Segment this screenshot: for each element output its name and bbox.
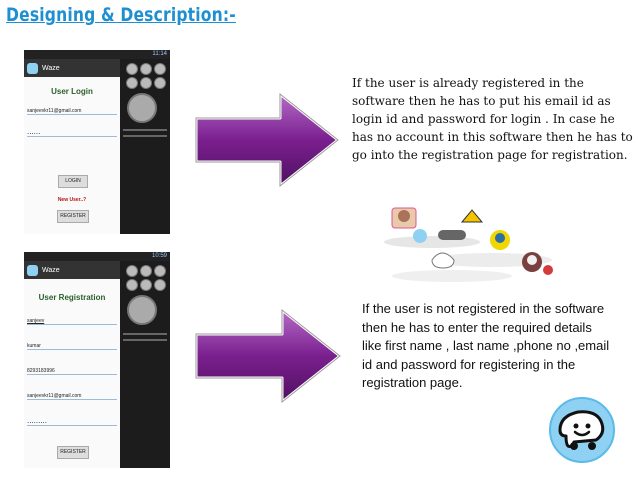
emulator-text-line (123, 339, 167, 341)
emulator-button-icon[interactable] (154, 279, 166, 291)
waze-app-icon (27, 63, 38, 74)
login-description: If the user is already registered in the software then he has to put his email id as login id and password for login . In case he has no account in this software then he has to go into the registration page for registration. (352, 76, 633, 162)
emulator-controls (120, 261, 170, 468)
waze-logo-icon (548, 396, 616, 464)
emulator-button-icon[interactable] (126, 77, 138, 89)
app-bar (24, 59, 120, 77)
dpad-icon[interactable] (127, 295, 157, 325)
emulator-text-line (123, 333, 167, 335)
password-field[interactable]: ......... (27, 416, 117, 426)
registration-heading: User Registration (38, 293, 106, 302)
waze-app-icon (27, 265, 38, 276)
emulator-button-icon[interactable] (126, 265, 138, 277)
emulator-button-icon[interactable] (154, 63, 166, 75)
app-name: Waze (42, 64, 60, 72)
emulator-button-icon[interactable] (126, 63, 138, 75)
status-bar: 10:59 (24, 252, 170, 261)
phone-field[interactable]: 8293183996 (27, 368, 117, 375)
status-bar: 11:14 (24, 50, 170, 59)
last-name-field[interactable]: kumar (27, 343, 117, 350)
login-button[interactable]: LOGIN (58, 175, 88, 188)
emulator-controls (120, 59, 170, 234)
registration-form (24, 279, 120, 468)
slide-title: Designing & Description:- (6, 4, 236, 26)
app-bar (24, 261, 120, 279)
emulator-button-icon[interactable] (140, 265, 152, 277)
right-arrow-icon (192, 90, 342, 190)
password-field[interactable]: ...... (27, 127, 117, 137)
emulator-button-icon[interactable] (154, 77, 166, 89)
register-button[interactable]: REGISTER (57, 446, 89, 459)
emulator-button-icon[interactable] (154, 265, 166, 277)
waze-map-illustration (372, 200, 560, 288)
new-user-text: New User..? (57, 197, 87, 203)
login-form (24, 77, 120, 234)
registration-screenshot (24, 252, 170, 468)
login-screenshot (24, 50, 170, 234)
registration-description: If the user is not registered in the software then he has to enter the required details like first name , last name ,phone no ,email id and password for registering in the registration page. (362, 301, 610, 390)
emulator-text-line (123, 135, 167, 137)
login-heading: User Login (51, 87, 93, 96)
emulator-button-icon[interactable] (140, 77, 152, 89)
emulator-text-line (123, 129, 167, 131)
register-button[interactable]: REGISTER (57, 210, 89, 223)
emulator-button-icon[interactable] (140, 63, 152, 75)
email-field[interactable]: sanjeevkr11@gmail.com (27, 393, 117, 400)
emulator-button-icon[interactable] (140, 279, 152, 291)
first-name-field[interactable]: sanjeev (27, 318, 117, 325)
app-name: Waze (42, 266, 60, 274)
right-arrow-icon (192, 306, 344, 406)
emulator-button-icon[interactable] (126, 279, 138, 291)
dpad-icon[interactable] (127, 93, 157, 123)
email-field[interactable]: sanjeevkr11@gmail.com (27, 108, 117, 115)
